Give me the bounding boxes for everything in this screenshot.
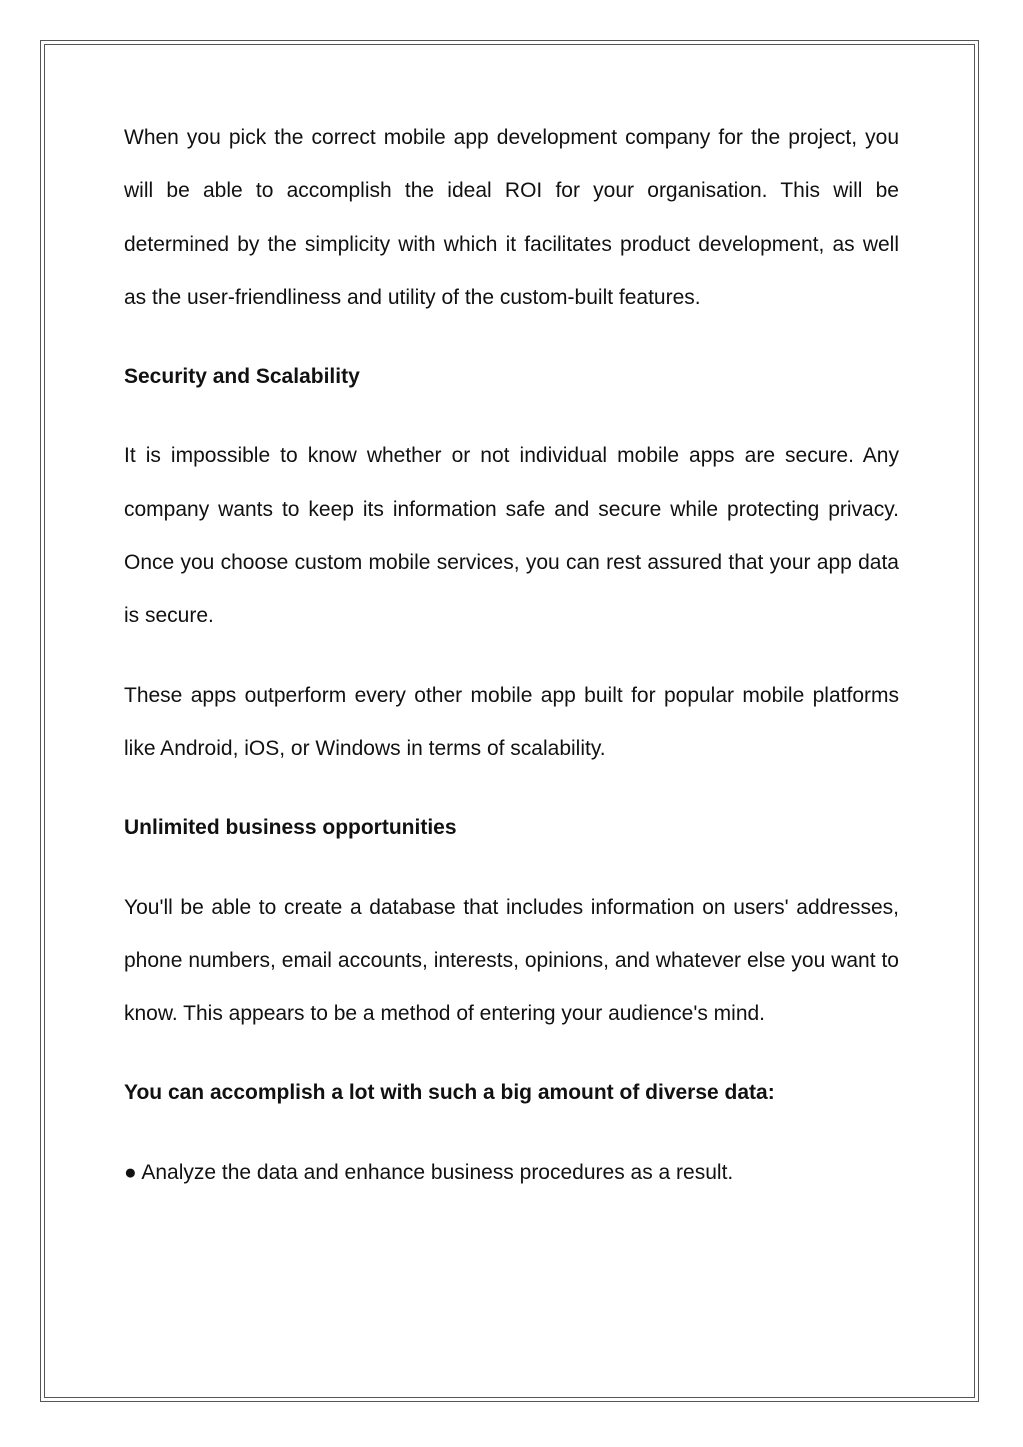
bullet-item-analyze: ● Analyze the data and enhance business procedures as a result. (124, 1160, 734, 1184)
paragraph-database: You'll be able to create a database that includes information on users' addresses, phone numbers, email accounts, interests, opinions, and whatever else you want to know. This appears to be a method of entering your audience's mind. (124, 895, 899, 1026)
heading-security-scalability: Security and Scalability (124, 365, 360, 389)
heading-diverse-data: You can accomplish a lot with such a big amount of diverse data: (124, 1081, 775, 1105)
document-body (124, 111, 899, 1199)
paragraph-security: It is impossible to know whether or not individual mobile apps are secure. Any company wants to keep its information safe and secure while protecting privacy. Once you choose custom mobile services, you can rest assured that your app data is secure. (124, 444, 899, 628)
heading-business-opportunities: Unlimited business opportunities (124, 816, 457, 840)
paragraph-roi: When you pick the correct mobile app development company for the project, you will be able to accomplish the ideal ROI for your organisation. This will be determined by the simplicity with which it facilitates product development, as well as the user-friendliness and utility of the custom-built features. (124, 126, 899, 309)
paragraph-scalability: These apps outperform every other mobile app built for popular mobile platforms like Android, iOS, or Windows in terms of scalability. (124, 683, 899, 760)
